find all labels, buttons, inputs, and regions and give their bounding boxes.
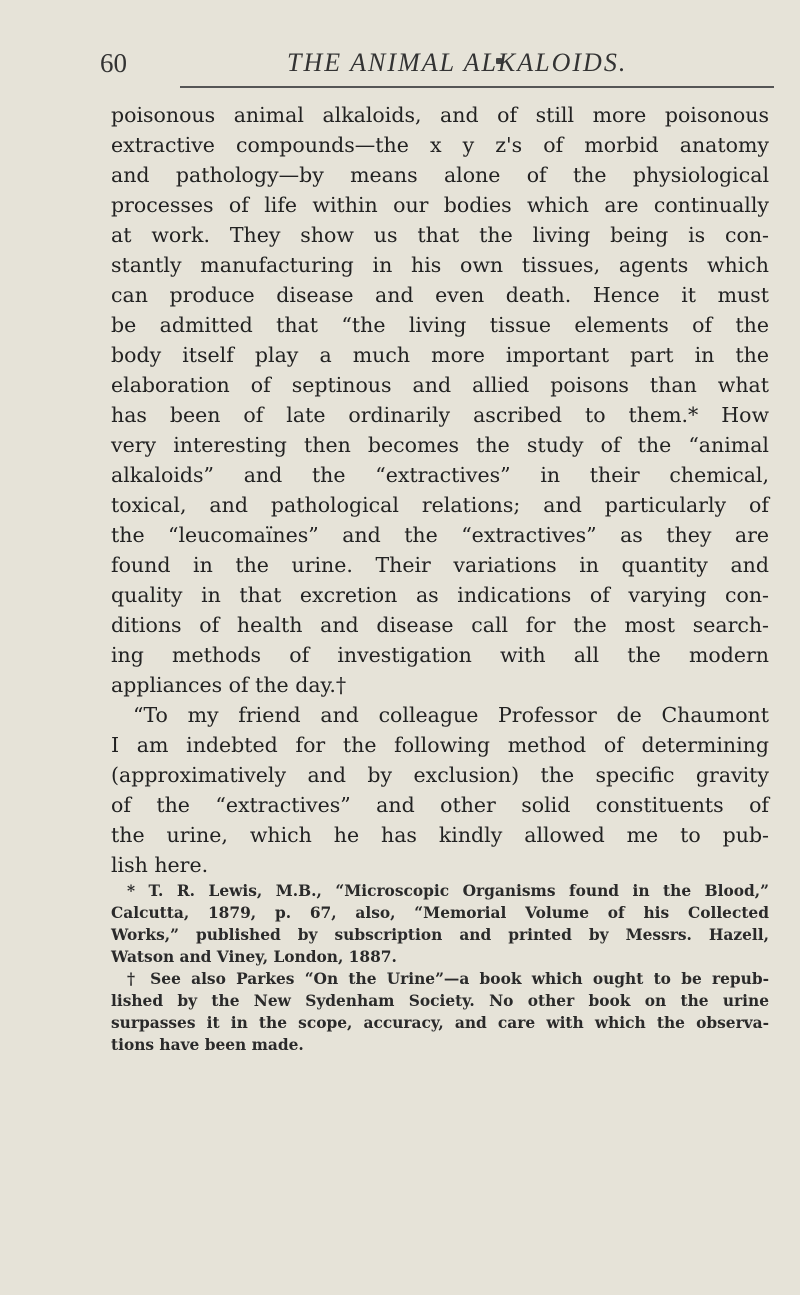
footnotes <box>111 880 769 1056</box>
text-line: alkaloids” and the “extractives” in their chemical, <box>111 463 769 487</box>
text-line: of the “extractives” and other solid constituents of <box>111 793 769 817</box>
text-line: I am indebted for the following method of determining <box>111 733 769 757</box>
text-line: stantly manufacturing in his own tissues, agents which <box>111 253 769 277</box>
header-rule <box>180 86 774 88</box>
body-text <box>111 100 769 880</box>
text-line: ditions of health and disease call for the most search- <box>111 613 769 637</box>
text-line: extractive compounds—the x y z's of morbid anatomy <box>111 133 769 157</box>
text-line: at work. They show us that the living being is con- <box>111 223 769 247</box>
footnote-line: surpasses it in the scope, accuracy, and care with which the observa- <box>111 1014 769 1032</box>
text-line: very interesting then becomes the study of the “animal <box>111 433 769 457</box>
footnote-line: † See also Parkes “On the Urine”—a book which ought to be repub- <box>127 970 769 988</box>
text-line: the “leucomaïnes” and the “extractives” as they are <box>111 523 769 547</box>
text-line: be admitted that “the living tissue elements of the <box>111 313 769 337</box>
text-line: found in the urine. Their variations in quantity and <box>111 553 769 577</box>
text-line: “To my friend and colleague Professor de Chaumont <box>133 703 769 727</box>
footnote-line: * T. R. Lewis, M.B., “Microscopic Organisms found in the Blood,” <box>127 882 769 900</box>
text-line: poisonous animal alkaloids, and of still more poisonous <box>111 103 769 127</box>
page-number: 60 <box>100 48 127 78</box>
footnote-line: tions have been made. <box>111 1036 304 1054</box>
text-line: has been of late ordinarily ascribed to them.* How <box>111 403 769 427</box>
text-line: lish here. <box>111 853 209 877</box>
text-line: and pathology—by means alone of the physiological <box>111 163 769 187</box>
text-line: ing methods of investigation with all the modern <box>111 643 769 667</box>
text-line: (approximatively and by exclusion) the specific gravity <box>111 763 769 787</box>
text-line: quality in that excretion as indications of varying con- <box>111 583 769 607</box>
text-line: appliances of the day.† <box>111 673 347 697</box>
text-line: toxical, and pathological relations; and particularly of <box>111 493 769 517</box>
footnote-line: Calcutta, 1879, p. 67, also, “Memorial Volume of his Collected <box>111 904 769 922</box>
text-line: the urine, which he has kindly allowed me to pub- <box>111 823 769 847</box>
text-line: processes of life within our bodies which are continually <box>111 193 769 217</box>
text-line: body itself play a much more important part in the <box>111 343 769 367</box>
footnote-line: Watson and Viney, London, 1887. <box>111 948 397 966</box>
text-line: elaboration of septinous and allied poisons than what <box>111 373 769 397</box>
running-head: THE ANIMAL ALKALOIDS. <box>287 48 628 77</box>
footnote-line: Works,” published by subscription and printed by Messrs. Hazell, <box>111 926 769 944</box>
page-header <box>100 48 780 88</box>
text-line: can produce disease and even death. Hence it must <box>111 283 769 307</box>
footnote-line: lished by the New Sydenham Society. No other book on the urine <box>111 992 769 1010</box>
